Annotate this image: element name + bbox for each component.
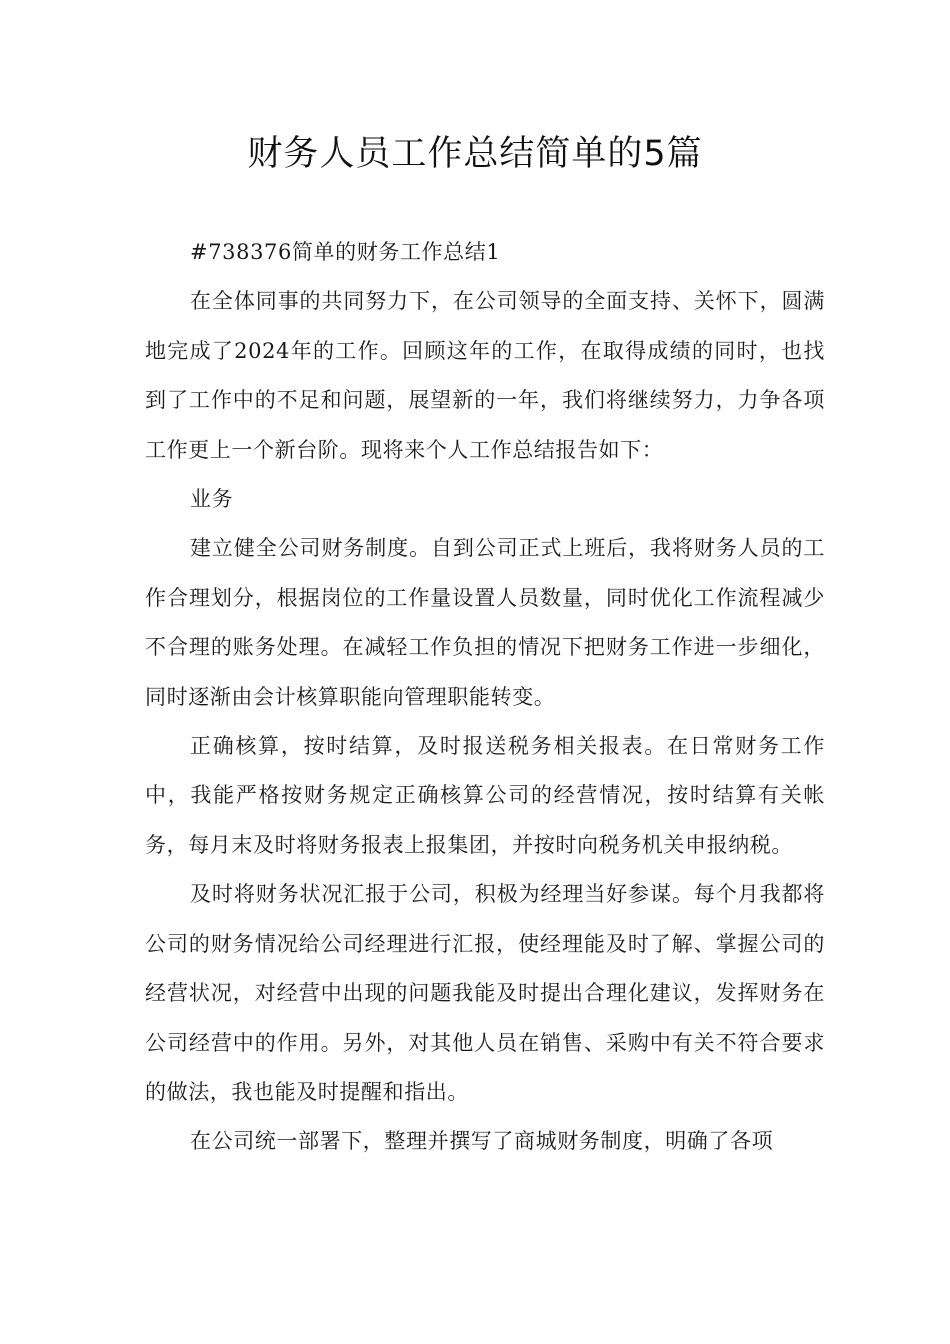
paragraph-finance-system: 建立健全公司财务制度。自到公司正式上班后，我将财务人员的工作合理划分，根据岗位的工作量设置人员数量，同时优化工作流程减少不合理的账务处理。在减轻工作负担的情况下把财务工作进一步细化，同时逐渐由会计核算职能向管理职能转变。 <box>145 536 825 709</box>
subheading-business: 业务 <box>190 487 234 512</box>
paragraph-mall-finance: 在公司统一部署下，整理并撰写了商城财务制度，明确了各项 <box>190 1129 774 1154</box>
paragraph-reporting: 及时将财务状况汇报于公司，积极为经理当好参谋。每个月我都将公司的财务情况给公司经理进行汇报，使经理能及时了解、掌握公司的经营状况，对经营中出现的问题我能及时提出合理化建议，发挥财务在公司经营中的作用。另外，对其他人员在销售、采购中有关不符合要求的做法，我也能及时提醒和指出。 <box>145 882 825 1104</box>
section-heading: #738376简单的财务工作总结1 <box>190 240 501 264</box>
document-body <box>145 228 825 1167</box>
document-title: 财务人员工作总结简单的5篇 <box>247 134 703 174</box>
paragraph-accounting: 正确核算，按时结算，及时报送税务相关报表。在日常财务工作中，我能严格按财务规定正确核算公司的经营情况，按时结算有关帐务，每月末及时将财务报表上报集团，并按时向税务机关申报纳税。 <box>145 734 825 857</box>
paragraph-intro: 在全体同事的共同努力下，在公司领导的全面支持、关怀下，圆满地完成了2024年的工作。回顾这年的工作，在取得成绩的同时，也找到了工作中的不足和问题，展望新的一年，我们将继续努力，力争各项工作更上一个新台阶。现将来个人工作总结报告如下： <box>145 289 825 462</box>
